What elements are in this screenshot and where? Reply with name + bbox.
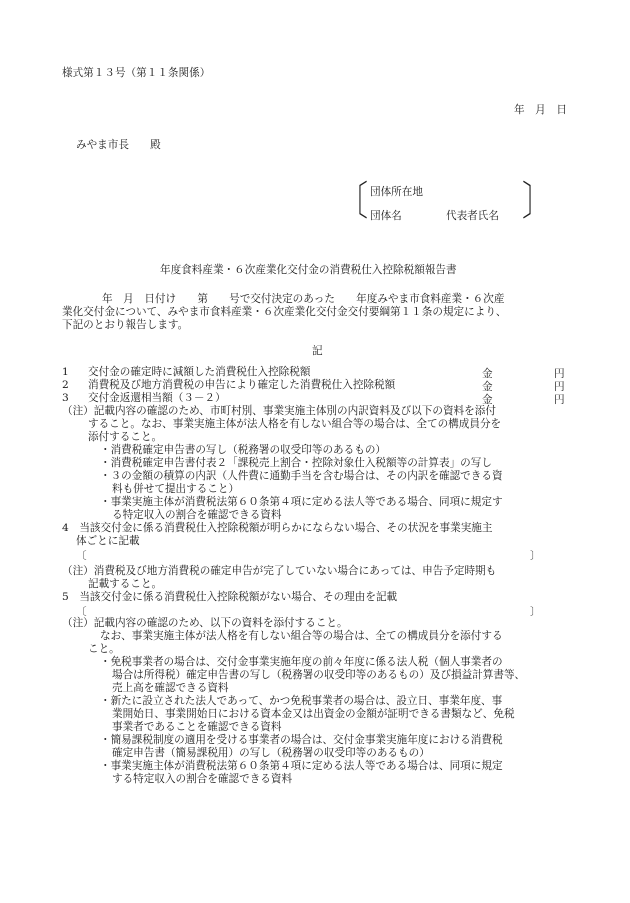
note-line: る特定収入の割合を確認できる資料: [112, 509, 282, 521]
note-line: ・３の金額の積算の内訳（人件費に通勤手当を含む場合は、その内訳を確認できる資: [100, 470, 503, 482]
item-text: 交付金の確定時に減額した消費税仕入控除税額: [88, 366, 311, 378]
note-line: 事業者であることを確認できる資料: [112, 721, 282, 733]
item5-bracket-close: 〕: [530, 606, 541, 618]
en-label: 円: [554, 368, 565, 380]
item4-line: 体ごとに記載: [76, 535, 140, 547]
note-line: なお、事業実施主体が法人格を有しない組合等の場合は、全ての構成員分を添付する: [100, 630, 503, 642]
date-line: 年 月 日: [514, 104, 567, 116]
intro-line: 業化交付金について、みやま市食料産業・６次産業化交付金交付要綱第１１条の規定により、: [62, 306, 507, 318]
note-line: ・消費税確定申告書付表２「課税売上割合・控除対象仕入税額等の計算表」の写し: [100, 457, 492, 469]
note-line: （注）記載内容の確認のため、以下の資料を添付すること。: [62, 617, 348, 629]
kin-label: 金: [482, 381, 493, 393]
form-number: 様式第１３号（第１１条関係）: [62, 67, 211, 79]
kin-label: 金: [482, 368, 493, 380]
item-number: 2: [62, 379, 69, 391]
item4-bracket-open: 〔: [76, 550, 87, 562]
note-line: 業開始日、事業開始日における資本金又は出資金の金額が証明できる書類など、免税: [112, 708, 515, 720]
note-line: こと。: [88, 643, 120, 655]
note-line: 記載すること。: [88, 578, 163, 590]
note-line: 料も併せて提出すること）: [112, 483, 240, 495]
intro-line: 年 月 日付け 第 号で交付決定のあった 年度みやま市食料産業・６次産: [102, 293, 505, 305]
note-line: すること。なお、事業実施主体が法人格を有しない組合等の場合は、全ての構成員分を: [88, 418, 502, 430]
item5-bracket-open: 〔: [76, 606, 87, 618]
note-line: ・事業実施主体が消費税法第６０条第４項に定める法人等である場合は、同項に規定: [100, 760, 503, 772]
ki-heading: 記: [312, 345, 323, 357]
note-line: ・消費税確定申告書の写し（税務署の収受印等のあるもの）: [100, 444, 387, 456]
item-text: 消費税及び地方消費税の申告により確定した消費税仕入控除税額: [88, 379, 396, 391]
note-line: ・事業実施主体が消費税法第６０条第４項に定める法人等である場合、同項に規定す: [100, 496, 503, 508]
name-label: 団体名: [370, 210, 402, 222]
note-line: ・免税事業者の場合は、交付金事業実施年度の前々年度に係る法人税（個人事業者の: [100, 656, 503, 668]
note-line: ・簡易課税制度の適用を受ける事業者の場合は、交付金事業実施年度における消費税: [100, 734, 503, 746]
item4-line: 4 当該交付金に係る消費税仕入控除税額が明らかにならない場合、その状況を事業実施主: [62, 522, 493, 534]
rep-label: 代表者氏名: [446, 210, 499, 222]
note-line: 売上高を確認できる資料: [112, 682, 229, 694]
en-label: 円: [554, 394, 565, 406]
item-text: 交付金返還相当額（３－２）: [88, 392, 226, 404]
en-label: 円: [554, 381, 565, 393]
applicant-bracket-right: 〕: [522, 178, 552, 226]
item4-bracket-close: 〕: [530, 550, 541, 562]
document-title: 年度食料産業・６次産業化交付金の消費税仕入控除税額報告書: [160, 264, 457, 276]
note-line: （注）記載内容の確認のため、市町村別、事業実施主体別の内訳資料及び以下の資料を添付: [62, 405, 496, 417]
note-line: する特定収入の割合を確認できる資料: [112, 773, 293, 785]
note-line: （注）消費税及び地方消費税の確定申告が完了していない場合にあっては、申告予定時期も: [62, 565, 497, 577]
intro-line: 下記のとおり報告します。: [62, 319, 189, 331]
kin-label: 金: [482, 394, 493, 406]
note-line: ・新たに設立された法人であって、かつ免税事業者の場合は、設立日、事業年度、事: [100, 695, 503, 707]
address-label: 団体所在地: [370, 186, 423, 198]
applicant-bracket-left: 〔: [338, 178, 368, 226]
item-number: 1: [62, 366, 69, 378]
addressee: みやま市長 殿: [76, 139, 161, 151]
note-line: 添付すること。: [88, 431, 163, 443]
note-line: 場合は所得税）確定申告書の写し（税務署の収受印等のあるもの）及び損益計算書等、: [112, 669, 526, 681]
item5-line: 5 当該交付金に係る消費税仕入控除税額がない場合、その理由を記載: [62, 591, 398, 603]
note-line: 確定申告書（簡易課税用）の写し（税務署の収受印等のあるもの）: [112, 747, 430, 759]
item-number: 3: [62, 392, 69, 404]
